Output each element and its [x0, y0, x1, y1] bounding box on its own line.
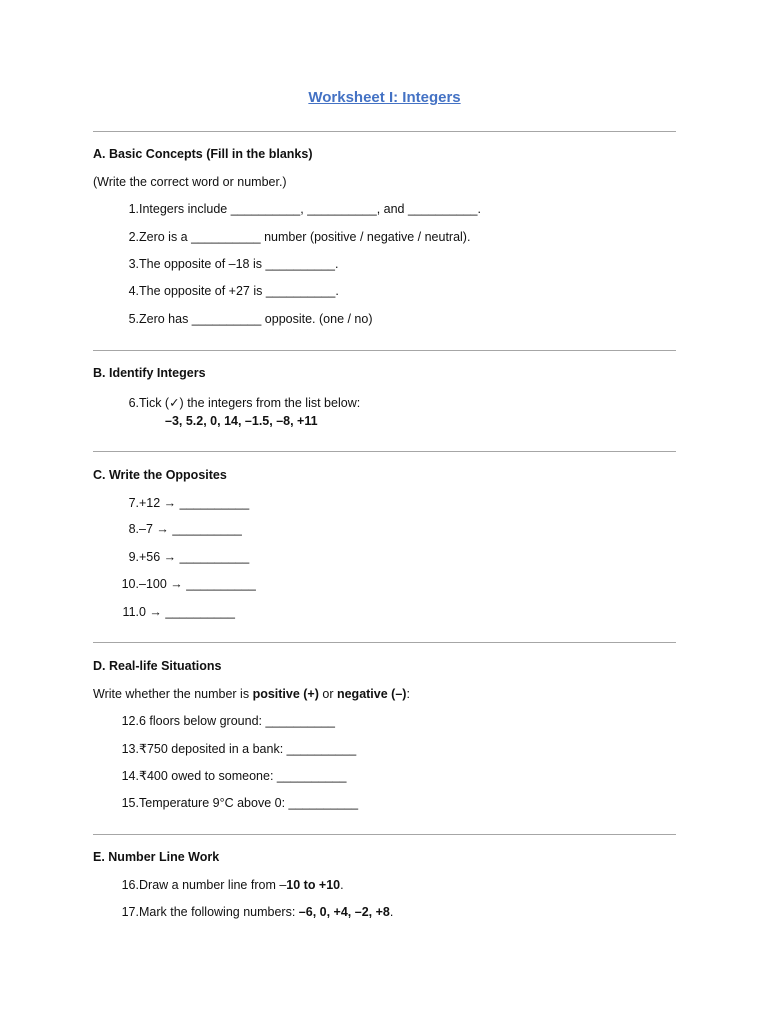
question-item — [93, 796, 358, 810]
question-item — [93, 741, 356, 756]
question-number: 10. — [121, 577, 139, 591]
page-title: Worksheet I: Integers — [308, 89, 461, 106]
question-text: ₹750 deposited in a bank: __________ — [139, 742, 357, 756]
negative-label: negative (–) — [336, 687, 407, 701]
section-d-instruction — [93, 687, 410, 701]
question-text: +56 → __________ — [139, 550, 250, 564]
instruction-text: Write whether the number is — [93, 687, 253, 701]
divider — [93, 834, 676, 835]
question-text: –100 → __________ — [139, 577, 256, 591]
question-number: 7. — [128, 496, 139, 510]
question-number: 13. — [121, 742, 139, 756]
question-text: The opposite of –18 is __________. — [139, 257, 339, 271]
question-text-part: . — [389, 905, 394, 919]
question-item — [93, 522, 242, 536]
question-item — [93, 257, 338, 271]
question-number: 6. — [128, 396, 139, 410]
question-text: The opposite of +27 is __________. — [139, 284, 339, 298]
question-item — [93, 550, 249, 564]
question-item — [93, 312, 373, 326]
question-number: 16. — [121, 878, 139, 892]
question-text-bold: 10 to +10 — [286, 878, 341, 892]
question-text: +12 → __________ — [139, 496, 250, 510]
section-a-instruction: (Write the correct word or number.) — [93, 175, 287, 189]
question-text: 6 floors below ground: __________ — [139, 714, 335, 728]
question-item — [93, 768, 346, 783]
question-item — [93, 714, 335, 728]
question-item — [93, 230, 470, 244]
question-text: Integers include __________, __________, and __________. — [139, 202, 481, 216]
question-number: 2. — [128, 230, 139, 244]
question-number: 9. — [128, 550, 139, 564]
section-a-heading: A. Basic Concepts (Fill in the blanks) — [93, 147, 313, 161]
question-text — [139, 905, 393, 919]
question-number: 17. — [121, 905, 139, 919]
question-item — [93, 577, 256, 591]
question-number: 15. — [121, 796, 139, 810]
question-text: Zero has __________ opposite. (one / no) — [139, 312, 373, 326]
question-item — [93, 202, 481, 216]
worksheet-page — [93, 0, 676, 1024]
question-number: 5. — [128, 312, 139, 326]
question-text-part: Draw a number line from – — [139, 878, 287, 892]
question-text-bold: –6, 0, +4, –2, +8 — [298, 905, 390, 919]
question-text: Temperature 9°C above 0: __________ — [139, 796, 359, 810]
divider — [93, 451, 676, 452]
question-item — [93, 284, 339, 298]
question-item — [93, 496, 249, 510]
question-text: ₹400 owed to someone: __________ — [139, 769, 347, 783]
instruction-text: or — [318, 687, 337, 701]
divider — [93, 642, 676, 643]
question-text-part: Mark the following numbers: — [139, 905, 299, 919]
integer-list: –3, 5.2, 0, 14, –1.5, –8, +11 — [165, 414, 318, 428]
instruction-text: : — [406, 687, 410, 701]
question-text: Zero is a __________ number (positive / negative / neutral). — [139, 230, 471, 244]
question-number: 1. — [128, 202, 139, 216]
section-b-heading: B. Identify Integers — [93, 366, 206, 380]
question-number: 12. — [121, 714, 139, 728]
positive-label: positive (+) — [252, 687, 319, 701]
section-c-heading: C. Write the Opposites — [93, 468, 227, 482]
question-item — [93, 905, 393, 919]
question-item — [93, 395, 360, 410]
question-number: 11. — [122, 605, 139, 619]
question-text — [139, 878, 344, 892]
question-text: Tick (✓) the integers from the list below: — [139, 396, 361, 410]
question-number: 8. — [128, 522, 139, 536]
question-number: 14. — [121, 769, 139, 783]
section-d-heading: D. Real-life Situations — [93, 659, 222, 673]
question-item — [93, 878, 344, 892]
question-text-part: . — [340, 878, 344, 892]
divider — [93, 350, 676, 351]
question-item — [93, 605, 235, 619]
question-number: 3. — [128, 257, 139, 271]
question-text: 0 → __________ — [139, 605, 235, 619]
section-e-heading: E. Number Line Work — [93, 850, 220, 864]
divider — [93, 131, 676, 132]
question-text: –7 → __________ — [139, 522, 242, 536]
question-number: 4. — [128, 284, 139, 298]
